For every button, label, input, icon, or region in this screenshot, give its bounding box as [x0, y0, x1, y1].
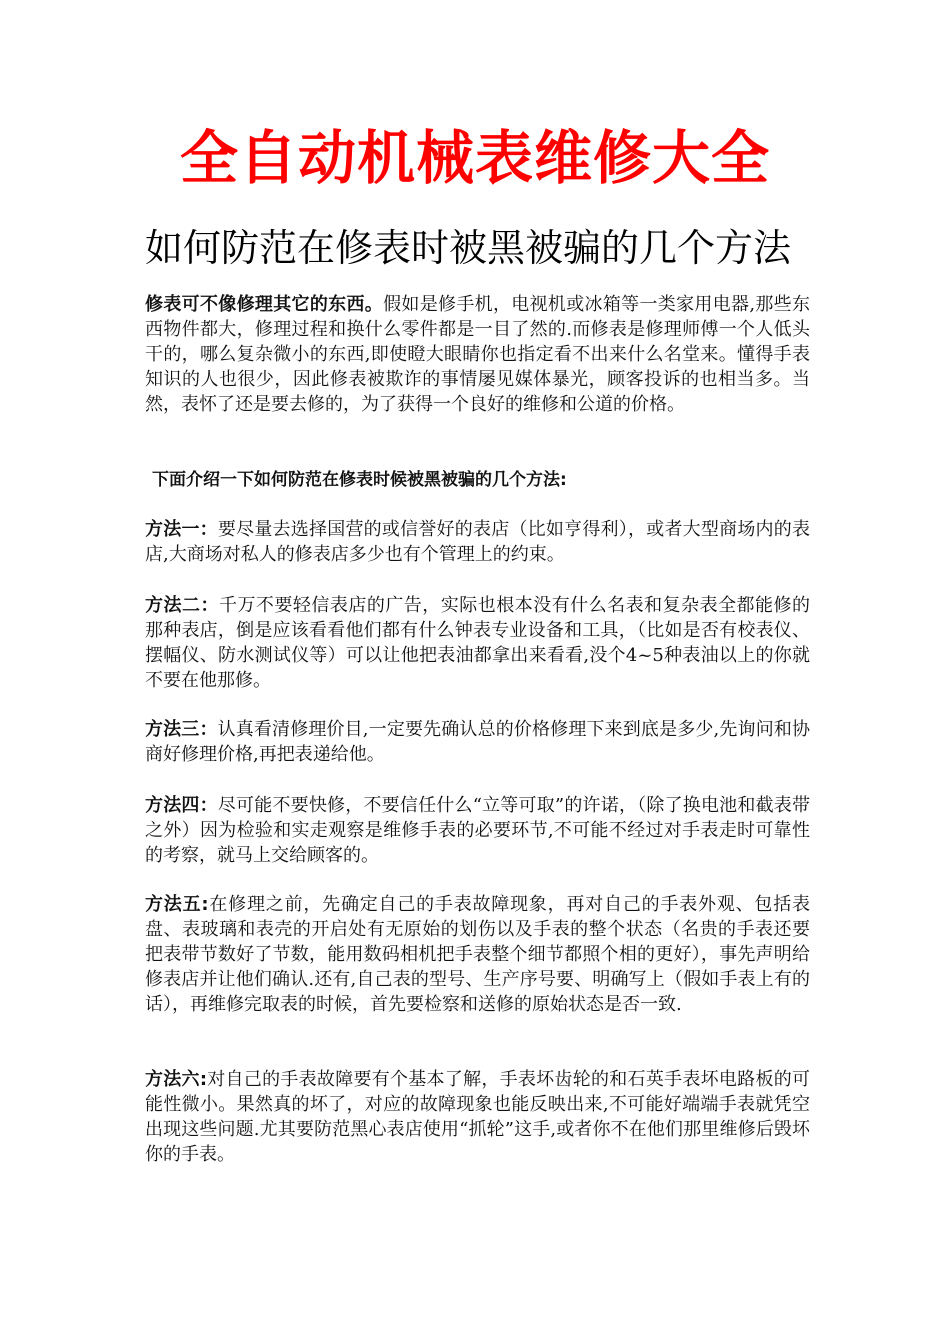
document-subtitle: 如何防范在修表时被黑被骗的几个方法 — [145, 226, 792, 270]
method-label: 方法五: — [145, 894, 209, 915]
method-paragraph-6 — [145, 1067, 810, 1167]
method-text: 要尽量去选择国营的或信誉好的表店（比如亨得利），或者大型商场内的表店,大商场对私人的修表店多少也有个管理上的约束。 — [145, 519, 810, 565]
method-paragraph-3 — [145, 717, 810, 767]
method-paragraph-4 — [145, 793, 810, 868]
method-text: 尽可能不要快修，不要信任什么“立等可取”的许诺，（除了换电池和截表带之外）因为检验和实走观察是维修手表的必要环节,不可能不经过对手表走时可靠性的考察，就马上交给顾客的。 — [145, 795, 811, 866]
method-paragraph-5 — [145, 892, 810, 1017]
method-label: 方法六: — [145, 1069, 208, 1090]
intro-text: 假如是修手机，电视机或冰箱等一类家用电器,那些东西物件都大，修理过程和换什么零件都是一目了然的.而修表是修理师傅一个人低头干的，哪么复杂微小的东西,即使瞪大眼睛你也指定看不出来什么名堂来。懂得手表知识的人也很少，因此修表被欺诈的事情屡见媒体暴光，顾客投诉的也相当多。当然，表怀了还是要去修的，为了获得一个良好的维修和公道的价格。 — [145, 294, 810, 415]
method-label: 方法二： — [145, 595, 219, 616]
intro-lead: 修表可不像修理其它的东西。 — [145, 294, 384, 315]
method-text: 千万不要轻信表店的广告，实际也根本没有什么名表和复杂表全都能修的那种表店，倒是应该看看他们都有什么钟表专业设备和工具，（比如是否有校表仪、摆幅仪、防水测试仪等）可以让他把表油都拿出来看看,没个4~5种表油以上的你就不要在他那修。 — [145, 595, 811, 691]
method-text: 在修理之前，先确定自己的手表故障现象，再对自己的手表外观、包括表盘、表玻璃和表壳的开启处有无原始的划伤以及手表的整个状态（名贵的手表还要把表带节数好了节数，能用数码相机把手表整个细节都照个相的更好），事先声明给修表店并让他们确认.还有,自己表的型号、生产序号要、明确写上（假如手表上有的话），再维修完取表的时候，首先要检察和送修的原始状态是否一致. — [145, 894, 811, 1015]
intro-paragraph — [145, 292, 810, 417]
method-paragraph-2 — [145, 593, 810, 693]
method-label: 方法三： — [145, 719, 218, 740]
methods-intro: 下面介绍一下如何防范在修表时候被黑被骗的几个方法: — [152, 470, 567, 490]
document-title: 全自动机械表维修大全 — [179, 124, 770, 192]
method-label: 方法一： — [145, 519, 218, 540]
method-text: 认真看清修理价目,一定要先确认总的价格修理下来到底是多少,先询问和协商好修理价格,再把表递给他。 — [145, 719, 810, 765]
method-text: 对自己的手表故障要有个基本了解，手表坏齿轮的和石英手表坏电路板的可能性微小。果然真的坏了，对应的故障现象也能反映出来,不可能好端端手表就凭空出现这些问题.尤其要防范黑心表店使用“抓轮”这手,或者你不在他们那里维修后毁坏你的手表。 — [145, 1069, 810, 1165]
method-label: 方法四： — [145, 795, 218, 816]
method-paragraph-1 — [145, 517, 810, 567]
